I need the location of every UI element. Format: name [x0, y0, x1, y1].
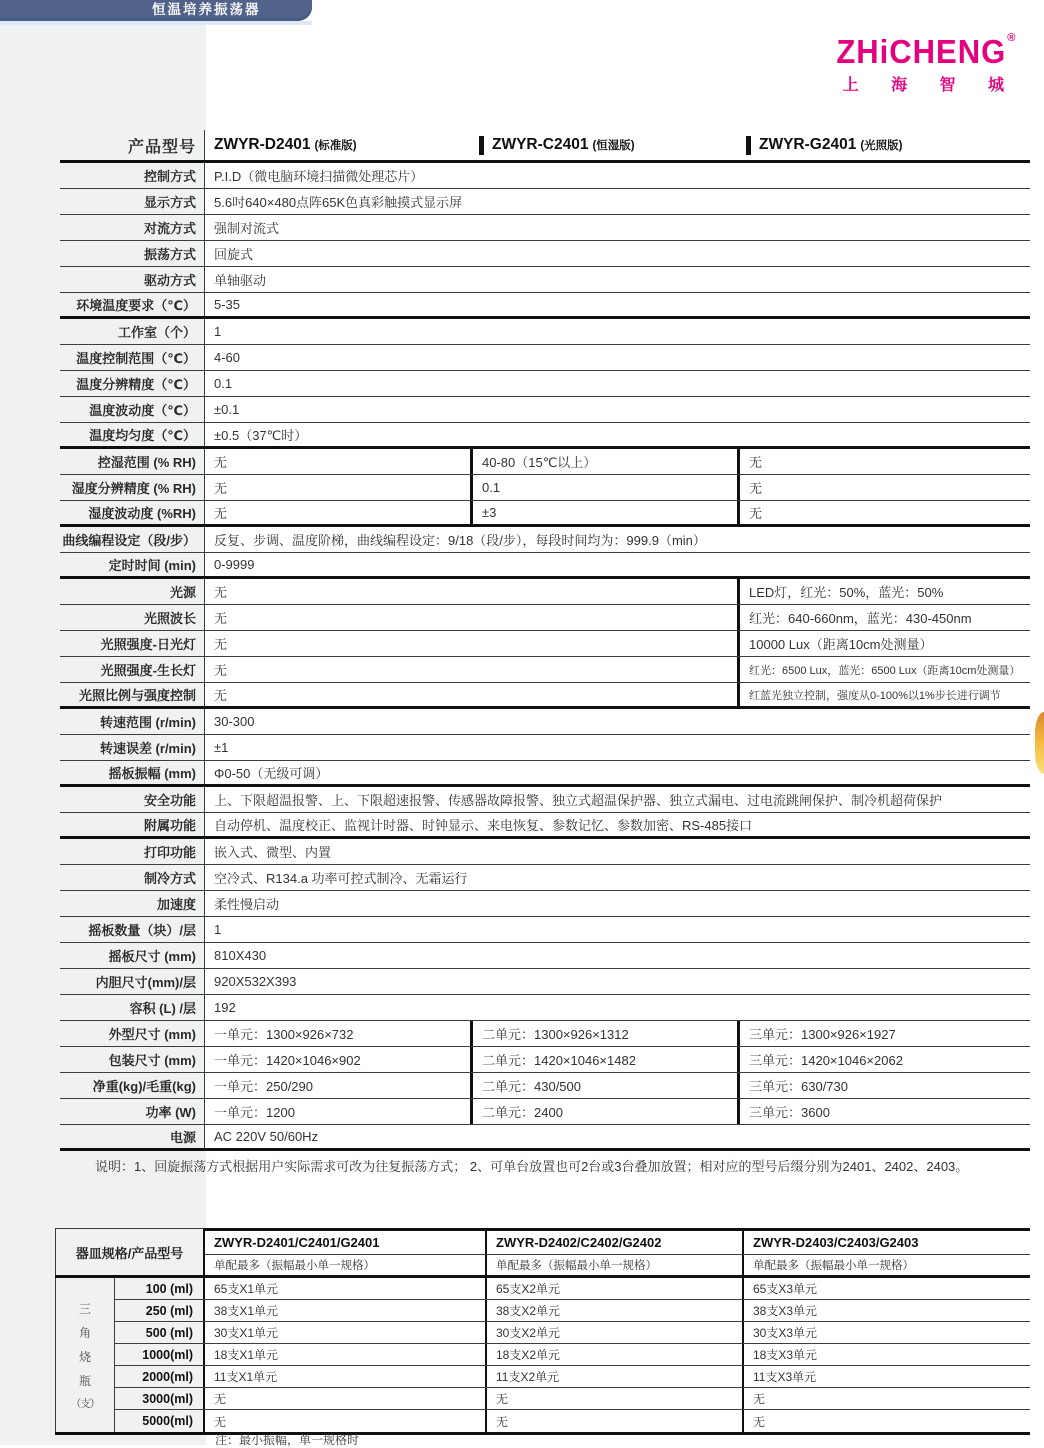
spec-notes-line: 说明：1、回旋振荡方式根据用户实际需求可改为往复振荡方式； 2、可单台放置也可2台或3台叠加放置；相对应的型号后缀分别为2401、2402、2403。: [95, 1159, 969, 1174]
spec-cell: 4-60: [205, 345, 1030, 370]
vessel-row: [115, 1366, 1030, 1388]
spec-row-label: 转速误差 (r/min): [60, 735, 205, 760]
flask-group-char: 角: [78, 1325, 91, 1340]
spec-row: [60, 1099, 1030, 1125]
spec-row-label: 控制方式: [60, 163, 205, 188]
vessel-corner-label: 器皿规格/产品型号: [55, 1228, 205, 1275]
vessel-value-cell: 无: [205, 1410, 485, 1432]
spec-row-label: 湿度分辨精度 (% RH): [60, 475, 205, 500]
spec-cell: 0.1: [205, 371, 1030, 396]
spec-cell: 一单元：1420×1046×902: [205, 1047, 470, 1072]
spec-cell: 一单元：1300×926×732: [205, 1021, 470, 1046]
registered-trademark-icon: ®: [1007, 32, 1016, 44]
spec-cell: 0-9999: [205, 553, 1030, 576]
spec-row-label: 对流方式: [60, 215, 205, 240]
vessel-footnote: 注：最小振幅，单一规格时: [215, 1433, 360, 1447]
spec-cell: 无: [205, 631, 737, 656]
page-category-title: 恒温培养振荡器: [152, 2, 261, 17]
vessel-value-cell: 30支X3单元: [742, 1322, 1030, 1343]
spec-cell: 柔性慢启动: [205, 891, 1030, 916]
spec-cell: 上、下限超温报警、上、下限超速报警、传感器故障报警、独立式超温保护器、独立式漏电、过电流跳闸保护、制冷机超荷保护: [205, 787, 1030, 812]
spec-row: [60, 917, 1030, 943]
spec-row: [60, 709, 1030, 735]
spec-row: [60, 423, 1030, 449]
spec-cell: 1: [205, 319, 1030, 344]
vessel-capacity-table: [55, 1228, 1030, 1435]
vessel-row: [115, 1278, 1030, 1300]
spec-cell: 无: [205, 501, 470, 524]
spec-row: [60, 605, 1030, 631]
vessel-size-label: 3000(ml): [115, 1388, 205, 1409]
spec-row: [60, 683, 1030, 709]
spec-row-label: 驱动方式: [60, 267, 205, 292]
vessel-row: [115, 1300, 1030, 1322]
vessel-value-cell: 65支X2单元: [485, 1278, 742, 1299]
vessel-subheader-cell: 单配最多（振幅最小单一规格）: [214, 1260, 375, 1272]
spec-row: [60, 241, 1030, 267]
spec-cell: 30-300: [205, 709, 1030, 734]
vessel-value-cell: 11支X1单元: [205, 1366, 485, 1387]
model-variant: (恒湿版): [592, 140, 635, 152]
spec-cell: Φ0-50（无级可调）: [205, 761, 1030, 784]
vessel-model-cell: ZWYR-D2401/C2401/G2401: [214, 1235, 380, 1250]
vessel-size-label: 2000(ml): [115, 1366, 205, 1387]
spec-row-label: 光照波长: [60, 605, 205, 630]
spec-cell: 强制对流式: [205, 215, 1030, 240]
vessel-row: [115, 1410, 1030, 1432]
vessel-value-cell: 65支X1单元: [205, 1278, 485, 1299]
spec-row: [60, 189, 1030, 215]
spec-cell: 三单元：1420×1046×2062: [737, 1047, 1030, 1072]
spec-cell: 无: [737, 501, 1030, 524]
spec-row-label: 曲线编程设定（段/步）: [60, 527, 205, 552]
vessel-value-cell: 30支X2单元: [485, 1322, 742, 1343]
spec-cell: 无: [205, 657, 737, 682]
spec-header-label: 产品型号: [60, 130, 205, 160]
spec-row: [60, 553, 1030, 579]
spec-row-label: 转速范围 (r/min): [60, 709, 205, 734]
spec-row-label: 包装尺寸 (mm): [60, 1047, 205, 1072]
spec-row: [60, 839, 1030, 865]
spec-row: [60, 891, 1030, 917]
spec-cell: 二单元：430/500: [470, 1073, 737, 1098]
spec-cell: 反复、步调、温度阶梯，曲线编程设定：9/18（段/步），每段时间均为：999.9（min）: [205, 527, 1030, 552]
spec-row-label: 光照强度-日光灯: [60, 631, 205, 656]
spec-row: [60, 657, 1030, 683]
spec-cell: 红蓝光独立控制，强度从0-100%以1%步长进行调节: [737, 683, 1030, 706]
spec-row-label: 定时时间 (min): [60, 553, 205, 576]
vessel-value-cell: 11支X3单元: [742, 1366, 1030, 1387]
spec-row: [60, 1047, 1030, 1073]
vessel-value-cell: 无: [205, 1388, 485, 1409]
spec-row-label: 打印功能: [60, 839, 205, 864]
vessel-header: [55, 1228, 1030, 1278]
spec-cell: ±0.1: [205, 397, 1030, 422]
vessel-size-label: 5000(ml): [115, 1410, 205, 1432]
spec-cell: 嵌入式、微型、内置: [205, 839, 1030, 864]
vessel-model-cell: ZWYR-D2402/C2402/G2402: [485, 1231, 742, 1254]
spec-row: [60, 995, 1030, 1021]
vessel-value-cell: 38支X3单元: [742, 1300, 1030, 1321]
spec-row: [60, 943, 1030, 969]
vessel-value-cell: 无: [742, 1388, 1030, 1409]
vessel-value-cell: 38支X1单元: [205, 1300, 485, 1321]
spec-cell: 回旋式: [205, 241, 1030, 266]
spec-row: [60, 475, 1030, 501]
column-divider-bar: [479, 136, 484, 155]
spec-row: [60, 787, 1030, 813]
spec-row: [60, 215, 1030, 241]
spec-row: [60, 293, 1030, 319]
spec-row: [60, 345, 1030, 371]
spec-row-label: 光照强度-生长灯: [60, 657, 205, 682]
spec-row: [60, 501, 1030, 527]
model-cell: [470, 130, 737, 160]
spec-row: [60, 449, 1030, 475]
spec-row: [60, 1021, 1030, 1047]
vessel-size-label: 250 (ml): [115, 1300, 205, 1321]
vessel-size-label: 1000(ml): [115, 1344, 205, 1365]
vessel-model-cell: ZWYR-D2403/C2403/G2403: [742, 1231, 1030, 1254]
vessel-body: [55, 1278, 1030, 1435]
spec-row-label: 电源: [60, 1125, 205, 1148]
spec-cell: ±0.5（37℃时）: [205, 423, 1030, 446]
spec-row-label: 光照比例与强度控制: [60, 683, 205, 706]
spec-row-label: 制冷方式: [60, 865, 205, 890]
spec-row-label: 工作室（个）: [60, 319, 205, 344]
spec-cell: P.I.D（微电脑环境扫描微处理芯片）: [205, 163, 1030, 188]
spec-row: [60, 267, 1030, 293]
vessel-subheader-cell: 单配最多（振幅最小单一规格）: [485, 1255, 742, 1275]
vessel-value-cell: 65支X3单元: [742, 1278, 1030, 1299]
spec-row: [60, 1125, 1030, 1151]
spec-row-label: 温度均匀度（℃）: [60, 423, 205, 446]
vessel-value-cell: 18支X1单元: [205, 1344, 485, 1365]
vessel-value-cell: 无: [485, 1388, 742, 1409]
spec-row-label: 控湿范围 (% RH): [60, 449, 205, 474]
spec-cell: 192: [205, 995, 1030, 1020]
spec-cell: 空冷式、R134.a 功率可控式制冷、无霜运行: [205, 865, 1030, 890]
flask-group-char: 烧: [78, 1349, 91, 1364]
spec-cell: 三单元：3600: [737, 1099, 1030, 1124]
spec-cell: 一单元：1200: [205, 1099, 470, 1124]
spec-row: [60, 631, 1030, 657]
vessel-row: [115, 1388, 1030, 1410]
model-variant: (标准版): [314, 140, 357, 152]
spec-row-label: 加速度: [60, 891, 205, 916]
spec-row-label: 温度分辨精度（℃）: [60, 371, 205, 396]
spec-row-label: 显示方式: [60, 189, 205, 214]
spec-cell: 二单元：2400: [470, 1099, 737, 1124]
spec-row: [60, 397, 1030, 423]
spec-row-label: 摇板振幅 (mm): [60, 761, 205, 784]
spec-row: [60, 865, 1030, 891]
spec-cell: 一单元：250/290: [205, 1073, 470, 1098]
spec-cell: 二单元：1420×1046×1482: [470, 1047, 737, 1072]
spec-row-label: 外型尺寸 (mm): [60, 1021, 205, 1046]
flask-group-char: 瓶: [78, 1373, 91, 1388]
spec-row-label: 摇板尺寸 (mm): [60, 943, 205, 968]
spec-cell: 920X532X393: [205, 969, 1030, 994]
column-divider-bar: [746, 136, 751, 155]
vessel-row: [115, 1344, 1030, 1366]
spec-cell: LED灯，红光：50%，蓝光：50%: [737, 579, 1030, 604]
spec-cell: 红光：6500 Lux，蓝光：6500 Lux（距离10cm处测量）: [737, 657, 1030, 682]
vessel-value-cell: 38支X2单元: [485, 1300, 742, 1321]
page-edge-photo-sliver: [1035, 712, 1044, 774]
spec-cell: 无: [205, 605, 737, 630]
spec-row: [60, 813, 1030, 839]
spec-row-label: 光源: [60, 579, 205, 604]
vessel-size-label: 100 (ml): [115, 1278, 205, 1299]
spec-row-label: 附属功能: [60, 813, 205, 836]
flask-group-char: 三: [78, 1301, 91, 1316]
brand-logo-wordmark: ZHiCHENG: [836, 32, 1007, 71]
flask-group-label: [55, 1278, 115, 1432]
vessel-subheader-row: [205, 1255, 1030, 1275]
spec-row: [60, 371, 1030, 397]
spec-cell: 无: [737, 449, 1030, 474]
spec-row-label: 内胆尺寸(mm)/层: [60, 969, 205, 994]
brand-logo: [833, 32, 1018, 95]
spec-row-label: 容积 (L) /层: [60, 995, 205, 1020]
spec-cell: 810X430: [205, 943, 1030, 968]
model-cell: [737, 130, 1030, 160]
vessel-value-cell: 无: [742, 1410, 1030, 1432]
spec-cell: 10000 Lux（距离10cm处测量）: [737, 631, 1030, 656]
vessel-row: [115, 1322, 1030, 1344]
spec-cell: 5.6吋640×480点阵65K色真彩触摸式显示屏: [205, 189, 1030, 214]
spec-cell: 无: [205, 579, 737, 604]
spec-row: [60, 319, 1030, 345]
spec-row-label: 功率 (W): [60, 1099, 205, 1124]
vessel-value-cell: 无: [485, 1410, 742, 1432]
model-name: ZWYR-G2401: [759, 136, 857, 153]
brand-logo-chinese: 上 海 智 城: [842, 77, 1018, 94]
flask-group-char: （支）: [70, 1397, 100, 1410]
spec-cell: 0.1: [470, 475, 737, 500]
model-name: ZWYR-D2401: [214, 136, 311, 153]
spec-row-label: 湿度波动度 (%RH): [60, 501, 205, 524]
spec-row-label: 安全功能: [60, 787, 205, 812]
spec-row: [60, 969, 1030, 995]
top-tab: [0, 0, 312, 21]
spec-cell: 无: [737, 475, 1030, 500]
spec-cell: 无: [205, 449, 470, 474]
spec-row-label: 温度波动度（℃）: [60, 397, 205, 422]
vessel-value-cell: 11支X2单元: [485, 1366, 742, 1387]
vessel-size-label: 500 (ml): [115, 1322, 205, 1343]
spec-cell: 自动停机、温度校正、监视计时器、时钟显示、来电恢复、参数记忆、参数加密、RS-485接口: [205, 813, 1030, 836]
spec-cell: 二单元：1300×926×1312: [470, 1021, 737, 1046]
spec-row: [60, 735, 1030, 761]
model-cell: [205, 130, 470, 160]
spec-cell: ±1: [205, 735, 1030, 760]
spec-cell: 三单元：1300×926×1927: [737, 1021, 1030, 1046]
spec-cell: 1: [205, 917, 1030, 942]
vessel-value-cell: 18支X2单元: [485, 1344, 742, 1365]
spec-row: [60, 761, 1030, 787]
spec-row: [60, 163, 1030, 189]
spec-row: [60, 527, 1030, 553]
top-tab-stripe: [0, 21, 312, 25]
vessel-subheader-cell: 单配最多（振幅最小单一规格）: [742, 1255, 1030, 1275]
spec-cell: 无: [205, 683, 737, 706]
spec-row: [60, 579, 1030, 605]
spec-cell: 单轴驱动: [205, 267, 1030, 292]
vessel-model-row: [205, 1231, 1030, 1255]
vessel-value-cell: 18支X3单元: [742, 1344, 1030, 1365]
spec-cell: 无: [205, 475, 470, 500]
spec-cell: AC 220V 50/60Hz: [205, 1125, 1030, 1148]
spec-cell: 40-80（15℃以上）: [470, 449, 737, 474]
spec-cell: ±3: [470, 501, 737, 524]
vessel-header-right: [205, 1228, 1030, 1275]
spec-cell: 5-35: [205, 293, 1030, 316]
spec-row-label: 摇板数量（块）/层: [60, 917, 205, 942]
model-variant: (光照版): [860, 140, 903, 152]
vessel-value-cell: 30支X1单元: [205, 1322, 485, 1343]
spec-table: [60, 130, 1030, 1151]
spec-row-label: 温度控制范围（℃）: [60, 345, 205, 370]
spec-header-row: [60, 130, 1030, 163]
spec-row-label: 环境温度要求（℃）: [60, 293, 205, 316]
spec-cell: 三单元：630/730: [737, 1073, 1030, 1098]
spec-cell: 红光：640-660nm，蓝光：430-450nm: [737, 605, 1030, 630]
spec-row-label: 振荡方式: [60, 241, 205, 266]
model-name: ZWYR-C2401: [492, 136, 589, 153]
spec-row: [60, 1073, 1030, 1099]
spec-row-label: 净重(kg)/毛重(kg): [60, 1073, 205, 1098]
